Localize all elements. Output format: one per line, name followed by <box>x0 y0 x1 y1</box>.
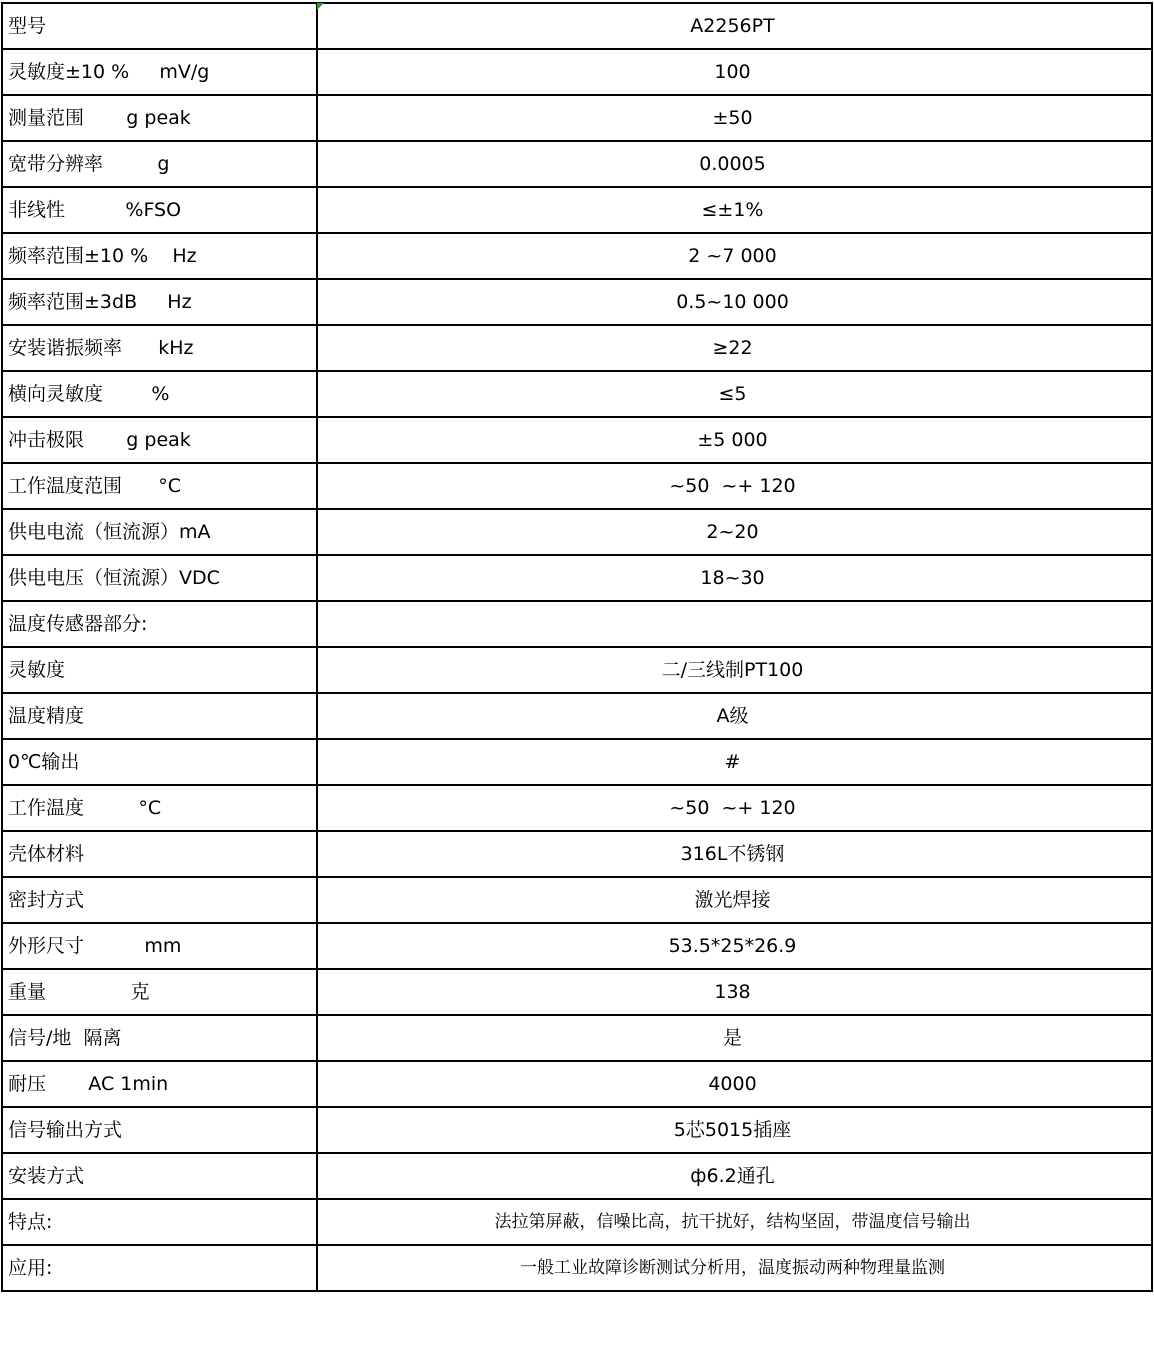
spec-label-cell[interactable]: 工作温度 °C <box>2 785 317 831</box>
spec-row <box>2 785 1152 831</box>
spec-label-cell[interactable]: 信号/地 隔离 <box>2 1015 317 1061</box>
spec-value-cell[interactable]: A级 <box>317 693 1152 739</box>
spec-row <box>2 325 1152 371</box>
spec-value-cell[interactable]: 316L不锈钢 <box>317 831 1152 877</box>
spec-value-cell[interactable]: 一般工业故障诊断测试分析用，温度振动两种物理量监测 <box>317 1245 1152 1291</box>
spec-label-cell[interactable]: 安装谐振频率 kHz <box>2 325 317 371</box>
spec-value-cell[interactable]: # <box>317 739 1152 785</box>
spec-row <box>2 1107 1152 1153</box>
spec-row <box>2 49 1152 95</box>
spec-row <box>2 601 1152 647</box>
spec-label-cell[interactable]: 密封方式 <box>2 877 317 923</box>
spec-row <box>2 509 1152 555</box>
spec-label-cell[interactable]: 型号 <box>2 3 317 49</box>
spec-row <box>2 463 1152 509</box>
spec-value-cell[interactable]: 2~20 <box>317 509 1152 555</box>
spec-value-cell[interactable]: 二/三线制PT100 <box>317 647 1152 693</box>
spec-row <box>2 877 1152 923</box>
spec-value-cell[interactable]: 法拉第屏蔽，信噪比高，抗干扰好，结构坚固，带温度信号输出 <box>317 1199 1152 1245</box>
spec-label-cell[interactable]: 信号输出方式 <box>2 1107 317 1153</box>
spec-value-cell[interactable]: ф6.2通孔 <box>317 1153 1152 1199</box>
spec-row <box>2 831 1152 877</box>
spec-label-cell[interactable]: 频率范围±3dB Hz <box>2 279 317 325</box>
spec-row <box>2 739 1152 785</box>
spec-row <box>2 187 1152 233</box>
spec-value-cell[interactable]: A2256PT <box>317 3 1152 49</box>
spec-label-cell[interactable]: 外形尺寸 mm <box>2 923 317 969</box>
spec-label-cell[interactable]: 供电电压（恒流源）VDC <box>2 555 317 601</box>
spec-value-cell[interactable]: 0.0005 <box>317 141 1152 187</box>
spec-row <box>2 279 1152 325</box>
spec-row <box>2 1061 1152 1107</box>
spec-label-cell[interactable]: 温度传感器部分: <box>2 601 317 647</box>
spec-label-cell[interactable]: 频率范围±10 % Hz <box>2 233 317 279</box>
spec-label-cell[interactable]: 测量范围 g peak <box>2 95 317 141</box>
spec-label-cell[interactable]: 冲击极限 g peak <box>2 417 317 463</box>
cell-comment-indicator-icon <box>317 3 324 10</box>
spec-label-cell[interactable]: 温度精度 <box>2 693 317 739</box>
spec-value-cell[interactable]: 138 <box>317 969 1152 1015</box>
spec-label-cell[interactable]: 供电电流（恒流源）mA <box>2 509 317 555</box>
spec-label-cell[interactable]: 横向灵敏度 % <box>2 371 317 417</box>
spec-row <box>2 141 1152 187</box>
spec-row <box>2 1015 1152 1061</box>
spec-table-body <box>2 3 1152 1291</box>
spec-label-cell[interactable]: 特点: <box>2 1199 317 1245</box>
spec-label-cell[interactable]: 耐压 AC 1min <box>2 1061 317 1107</box>
spec-value-cell[interactable]: ~50 ~+ 120 <box>317 785 1152 831</box>
spec-value-cell[interactable]: 100 <box>317 49 1152 95</box>
spec-row <box>2 3 1152 49</box>
spec-row <box>2 1245 1152 1291</box>
spec-value-cell[interactable]: ≤±1% <box>317 187 1152 233</box>
spec-row <box>2 1199 1152 1245</box>
spec-row <box>2 95 1152 141</box>
spec-label-cell[interactable]: 灵敏度 <box>2 647 317 693</box>
spec-label-cell[interactable]: 灵敏度±10 % mV/g <box>2 49 317 95</box>
spec-row <box>2 693 1152 739</box>
spec-value-cell[interactable]: 是 <box>317 1015 1152 1061</box>
spec-value-cell[interactable]: 4000 <box>317 1061 1152 1107</box>
spec-row <box>2 923 1152 969</box>
spec-row <box>2 555 1152 601</box>
spec-value-cell[interactable]: ≥22 <box>317 325 1152 371</box>
spec-row <box>2 647 1152 693</box>
spec-table <box>1 2 1153 1292</box>
spec-value-cell[interactable]: ±5 000 <box>317 417 1152 463</box>
spec-value-cell[interactable]: 2 ~7 000 <box>317 233 1152 279</box>
spec-label-cell[interactable]: 工作温度范围 °C <box>2 463 317 509</box>
spec-row <box>2 1153 1152 1199</box>
spec-value-cell[interactable]: ~50 ~+ 120 <box>317 463 1152 509</box>
spec-label-cell[interactable]: 宽带分辨率 g <box>2 141 317 187</box>
spec-value-cell[interactable] <box>317 601 1152 647</box>
spec-value-cell[interactable]: 0.5~10 000 <box>317 279 1152 325</box>
spec-row <box>2 233 1152 279</box>
spec-label-cell[interactable]: 安装方式 <box>2 1153 317 1199</box>
spec-label-cell[interactable]: 应用: <box>2 1245 317 1291</box>
spec-label-cell[interactable]: 重量 克 <box>2 969 317 1015</box>
spec-label-cell[interactable]: 0℃输出 <box>2 739 317 785</box>
spec-label-cell[interactable]: 非线性 %FSO <box>2 187 317 233</box>
spec-value-cell[interactable]: 53.5*25*26.9 <box>317 923 1152 969</box>
spec-row <box>2 417 1152 463</box>
spec-value-cell[interactable]: 18~30 <box>317 555 1152 601</box>
spec-row <box>2 371 1152 417</box>
spec-value-cell[interactable]: ≤5 <box>317 371 1152 417</box>
spec-label-cell[interactable]: 壳体材料 <box>2 831 317 877</box>
spec-value-cell[interactable]: 激光焊接 <box>317 877 1152 923</box>
spec-row <box>2 969 1152 1015</box>
spec-value-cell[interactable]: 5芯5015插座 <box>317 1107 1152 1153</box>
spec-value-cell[interactable]: ±50 <box>317 95 1152 141</box>
